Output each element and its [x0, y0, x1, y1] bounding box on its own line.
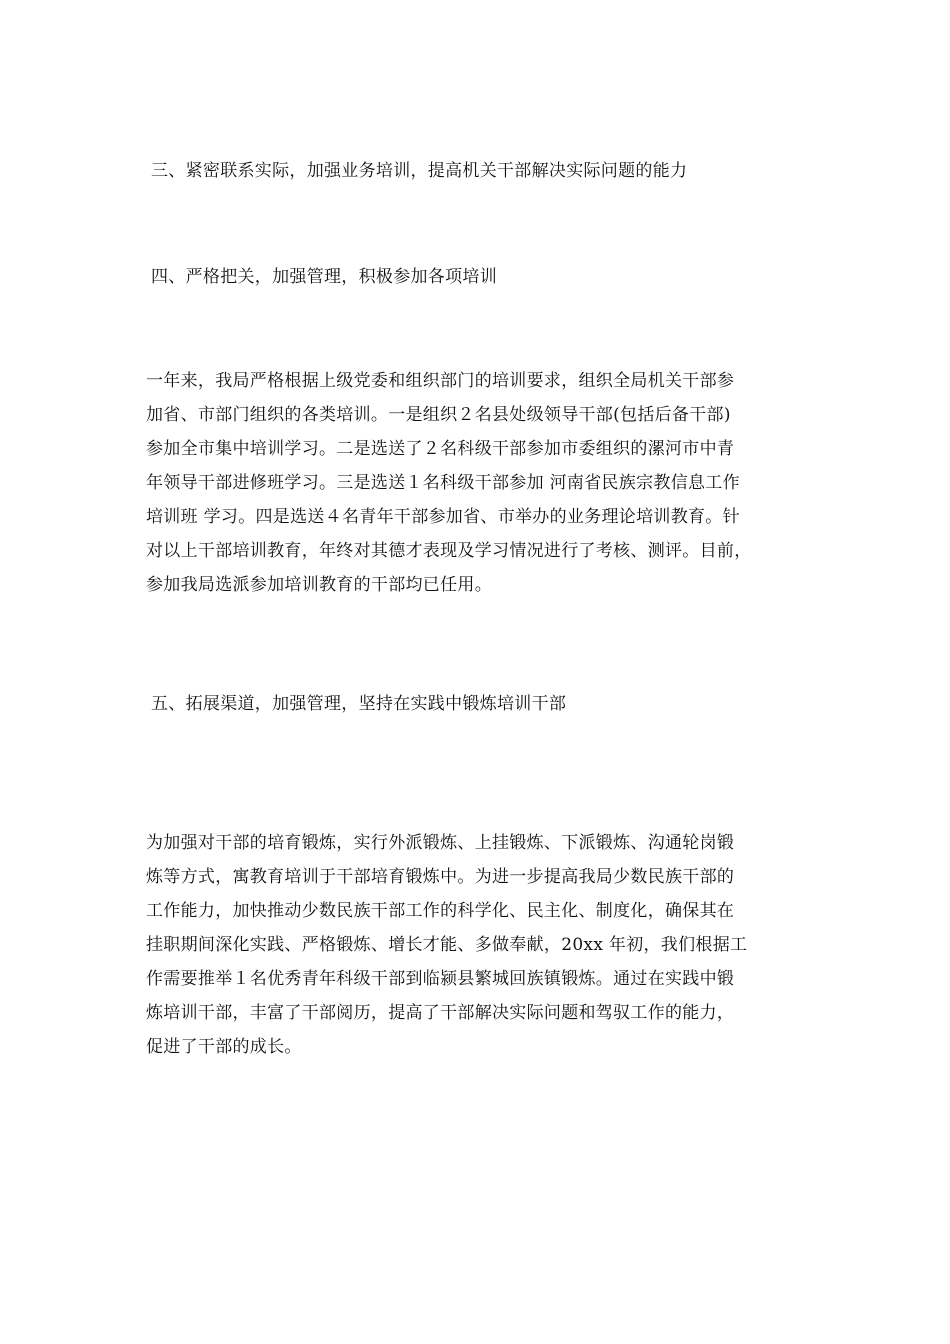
section-paragraph-4: [146, 364, 810, 602]
paragraph-line: 年领导干部进修班学习。三是选送１名科级干部参加 河南省民族宗教信息工作: [146, 473, 740, 493]
section-heading-4: 四、严格把关，加强管理，积极参加各项培训: [151, 267, 497, 287]
section-paragraph-5: [146, 826, 810, 1064]
paragraph-line: 为加强对干部的培育锻炼，实行外派锻炼、上挂锻炼、下派锻炼、沟通轮岗锻: [146, 833, 735, 853]
paragraph-line: 参加我局选派参加培训教育的干部均已任用。: [146, 575, 492, 595]
paragraph-line: 对以上干部培训教育，年终对其德才表现及学习情况进行了考核、测评。目前，: [146, 541, 752, 561]
paragraph-line: 作需要推举１名优秀青年科级干部到临颍县繁城回族镇锻炼。通过在实践中锻: [146, 969, 735, 989]
paragraph-line: 一年来，我局严格根据上级党委和组织部门的培训要求，组织全局机关干部参: [146, 371, 735, 391]
paragraph-line: 挂职期间深化实践、严格锻炼、增长才能、多做奉献，20xx 年初，我们根据工: [146, 935, 748, 955]
paragraph-line: 工作能力，加快推动少数民族干部工作的科学化、民主化、制度化，确保其在: [146, 901, 735, 921]
section-heading-3: 三、紧密联系实际，加强业务培训，提高机关干部解决实际问题的能力: [151, 161, 688, 181]
section-heading-5: 五、拓展渠道，加强管理，坚持在实践中锻炼培训干部: [151, 694, 567, 714]
paragraph-line: 炼等方式，寓教育培训于干部培育锻炼中。为进一步提高我局少数民族干部的: [146, 867, 735, 887]
paragraph-line: 促进了干部的成长。: [146, 1037, 302, 1057]
paragraph-line: 加省、市部门组织的各类培训。一是组织２名县处级领导干部(包括后备干部): [146, 405, 731, 425]
paragraph-line: 炼培训干部，丰富了干部阅历，提高了干部解决实际问题和驾驭工作的能力，: [146, 1003, 735, 1023]
paragraph-line: 参加全市集中培训学习。二是选送了２名科级干部参加市委组织的漯河市中青: [146, 439, 735, 459]
paragraph-line: 培训班 学习。四是选送４名青年干部参加省、市举办的业务理论培训教育。针: [146, 507, 740, 527]
